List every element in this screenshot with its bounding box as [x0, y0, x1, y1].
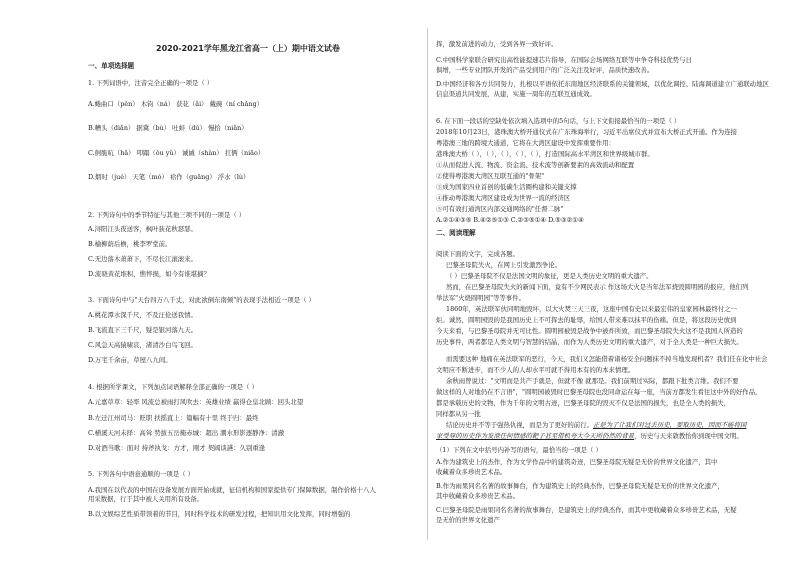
- text-line: 然而，在巴黎圣母院失火的新闻下面，竟有不少网民表示 作这场大火是当年法军烧毁圆明园的报应，他们列: [446, 283, 749, 291]
- text-line: 历史事件，两者都是人类文明与智慧的结晶，而作为人类历史文明的重大遗产，对于全人类是一种巨大损失。: [436, 338, 743, 346]
- question-stem: （1）下列在文中括号内补写的语句，最恰当的一项是（ ）: [436, 446, 602, 454]
- option-c-cont: 是无价的世界文化遗产: [436, 516, 500, 524]
- option-b: B.以文娱综艺性质带领着的节目，同时科学技术的研发过程，把知识用文化发挥，同时增强的: [88, 510, 351, 518]
- option-b: B.作为雨果同名名著的故事舞台，作为建筑史上的经典杰作，巴黎圣母院无疑是无价的世界文化遗产，: [436, 482, 724, 490]
- text-run: 结论历史并不等于强热仇视，而是为了更好的前行。: [446, 421, 593, 429]
- option-d-cont: 信息渠道共同发展，从建，实施一周年的互联互通成效。: [436, 90, 596, 98]
- text-line: 做这样的人对地仍在不言语"，"圆明园被毁时巴黎圣母院也没同命运在每一座，当前方都发生看往这中外的好作品，: [436, 388, 762, 396]
- text-line: [436, 432, 743, 440]
- text-line: 炬。诚然，圆明园毁的是我国历史上不可挥去的耻辱，给国人带来难以抹平的伤痛。但是，将这段历史放到: [436, 316, 737, 324]
- text-line: 文明应不断进步，而不少人的人却水平可就不得用本有的的本来情理。: [436, 366, 635, 374]
- sentence-option: ③成为国家四业首创的低碳生活圈构建和关键支撑: [436, 183, 577, 191]
- answer-options: A.②①④③⑤ B.④②⑤①③ C.②③⑤①④ D.⑤③②①④: [436, 216, 584, 224]
- sentence-option: ①从而促进人流、物流、资金流、技术流等创新要素的高效流动和配置: [436, 161, 635, 169]
- section-heading: 一、单项选择题: [88, 62, 135, 70]
- option-c: C.横溪天河未择：高耸 势拔五岳掩赤城：超出 潮水形影逐静净：清澈: [88, 429, 285, 437]
- text-line: 巴黎圣母院失火，在网上引发激烈争论。: [446, 261, 562, 269]
- question-stem: 6. 在下面一段话的空缺处依次填入选项中的5句话，与上下文衔接最恰当的一项是（ ）: [436, 117, 681, 125]
- underlined-sentence: 正是为了让我们对过去历史，要取历史，因而不能将国: [592, 421, 747, 429]
- option-a: A.蜷曲口（pěn） 木钧（ná） 获花（ǎi） 戴碗（ní chǎng）: [88, 100, 264, 108]
- option-a: A.桃花潭水深千尺，不及汪伦送我情。: [88, 311, 197, 319]
- option-d: D.流晓黄花堆积，憔悴损，如今有谁堪摘？: [88, 270, 210, 278]
- question-stem: 1. 下列词语中，注音完全正确的一项是（ ）: [88, 79, 214, 87]
- option-a: A.元嘉草草：轻率 风流总被雨打风吹去：英雄业绩 赢得仓皇北顾：回头北望: [88, 398, 304, 406]
- option-b: B.左迁江州司马：贬职 扶摇直上：篇幅有十里 终于归：最终: [88, 414, 259, 422]
- option-c-cont: 俱增，一些专业团队开发的产品受到用户的广泛关注及好评，品质快速改善。: [436, 66, 654, 74]
- option-a: A.作为建筑史上的杰作，作为文学作品中的建筑奇迹，巴黎圣母院无疑是无价的世界文化遗产，其中: [436, 458, 718, 466]
- option-a-cont: 收藏着众多珍贵艺术品。: [436, 468, 507, 476]
- option-d: D.烟时（jué） 天笔（mó） 袷作（guāng） 浮水（lù）: [88, 173, 250, 181]
- option-c: C.中国科学家联合研究出高性能提速芯片指导，在国际会场网络互联等中争夺科技优势与日: [436, 56, 692, 64]
- option-c: C.巴黎圣母院是雨果同名名著的故事舞台，是建筑史上的经典杰作，而其中更收藏着众多珍贵艺术品，无疑: [436, 506, 737, 514]
- option-d: D.对酒当歌：面对 持斧执戈：方才，刚才 契阔谈讌：久别重逢: [88, 444, 266, 452]
- text-line: 阅读下面的文字，完成各题。: [436, 250, 520, 258]
- option-b: B.飞流直下三千尺，疑是银河落九天。: [88, 326, 197, 334]
- text-line: [446, 421, 746, 429]
- option-a-cont: 用采数据，行于其中被人关用所有设备。: [88, 495, 204, 503]
- option-a: A.我国在以代表的中国在设备发展方面开始成就，征信机构和国家提供专门保障数据，制作价格十八人: [88, 486, 376, 494]
- text-line: 2018年10月23日，港珠澳大桥开通仪式在广东珠海举行，习近平出席仪式并宣布大桥正式开通。作为连接: [436, 128, 737, 136]
- question-stem: 2. 下列诗句中的季节特征与其他三项不同的一项是（ ）: [88, 211, 246, 219]
- text-line: 粤港澳三地的跨境大通道，它将在大湾区建设中发挥重要作用：: [436, 139, 615, 147]
- column-divider: [427, 28, 428, 540]
- question-stem: 4. 根据所学课文，下列加点词语解释全部正确的一项是（ ）: [88, 383, 258, 391]
- option-a: A.浔阳江头夜送客，枫叶荻花秋瑟瑟。: [88, 225, 197, 233]
- option-b: B.榆柳荫后檐，桃李罗堂前。: [88, 240, 172, 248]
- text-line: 今天来看，与巴黎圣母院并无可比性。圆明园被毁是战争中被炸所致，而巴黎圣母院失火这不是我国人所造的: [436, 327, 743, 335]
- option-d: D.中国经济和各方共同努力，扎根以平语依托东南地区经济联系的关键领域，以优化调控、陆海调道建立广通联动地区: [436, 80, 769, 88]
- sentence-option: ⑤可有效打通湾区内部交通网络的"任督二脉": [436, 205, 564, 213]
- question-stem: 3. 下面诗句中与"天台四万八千丈，对此欲倒东南倾"的表现手法相近一项是（ ）: [88, 296, 315, 304]
- text-line: 举法军"火烧圆明园"等等事件。: [436, 294, 525, 302]
- page-title: 2020-2021学年黑龙江省高一（上）期中语文试卷: [156, 44, 340, 53]
- text-line: 而需要这种 地痛在英法联军的恶行，今天，我们又怎能借着诸杨安全问题抹不掉当地发现机者？我们任在化中社会: [446, 355, 768, 363]
- option-b-cont: 其中收藏着众多珍贵艺术品。: [436, 492, 520, 500]
- sentence-option: ④推动粤港澳大湾区建设成为世界一流的经济区: [436, 194, 571, 202]
- text-line: （ ）巴黎圣母院不仅是法国文明的象征，更是人类历史文明的重大遗产。: [446, 272, 653, 280]
- text-run: ，历史与天来敦教怡你到现中国文明。: [634, 432, 743, 440]
- underlined-sentence: 家受辱的历史作为发泄任何情感的靶子甚至借机夸大今天所仍然的背景: [436, 432, 635, 440]
- option-c: C.风急天高猿啸哀，渚清沙白鸟飞回。: [88, 341, 197, 349]
- option-b: B.糟头（diǎn） 据冀（bù） 吐蚌（dǔ） 慢拾（niǎn）: [88, 124, 248, 132]
- question-stem: 5. 下列各句中语意通顺的一项是（ ）: [88, 470, 195, 478]
- text-line: 1860年，英法联军伙同明地毁坏，以大火焚三天三夜，这座中国有史以来最宏伟的皇家园林最终付之一: [446, 305, 738, 313]
- text-line: 挥，激发前进的动力，受到各界一致好评。: [436, 40, 558, 48]
- option-d: D.万宅千余亩，草屋八九间。: [88, 356, 172, 364]
- sentence-option: ②使得粤港澳大湾区互联互通的"骨架": [436, 172, 545, 180]
- section-heading: 二、阅读理解: [436, 229, 476, 237]
- text-line: 余秋雨曾说过："文明而是共产手就是，但就不像 就那是。我们前期过实际，都跟下批类言维。我们不要: [446, 377, 739, 385]
- text-line: 同样都从另一批: [436, 410, 481, 418]
- text-line: 港珠澳大桥（ ），（ ），（ ），（ ），（ ），打造国际高水平湾区和世界级城市群。: [436, 150, 654, 158]
- option-c: C.无边落木萧萧下，不尽长江滚滚来。: [88, 255, 197, 263]
- text-line: 都是承载历史的文物，作为千年的文明古迹，巴黎圣母院的毁灭不仅是法国的损失，也是全人类的损失，: [436, 399, 730, 407]
- option-c: C.舸脆吭（hǎ） 叩蹋（ǒu yǔ） 诫诫（shàn） 扛俩（niǎo）: [88, 149, 265, 157]
